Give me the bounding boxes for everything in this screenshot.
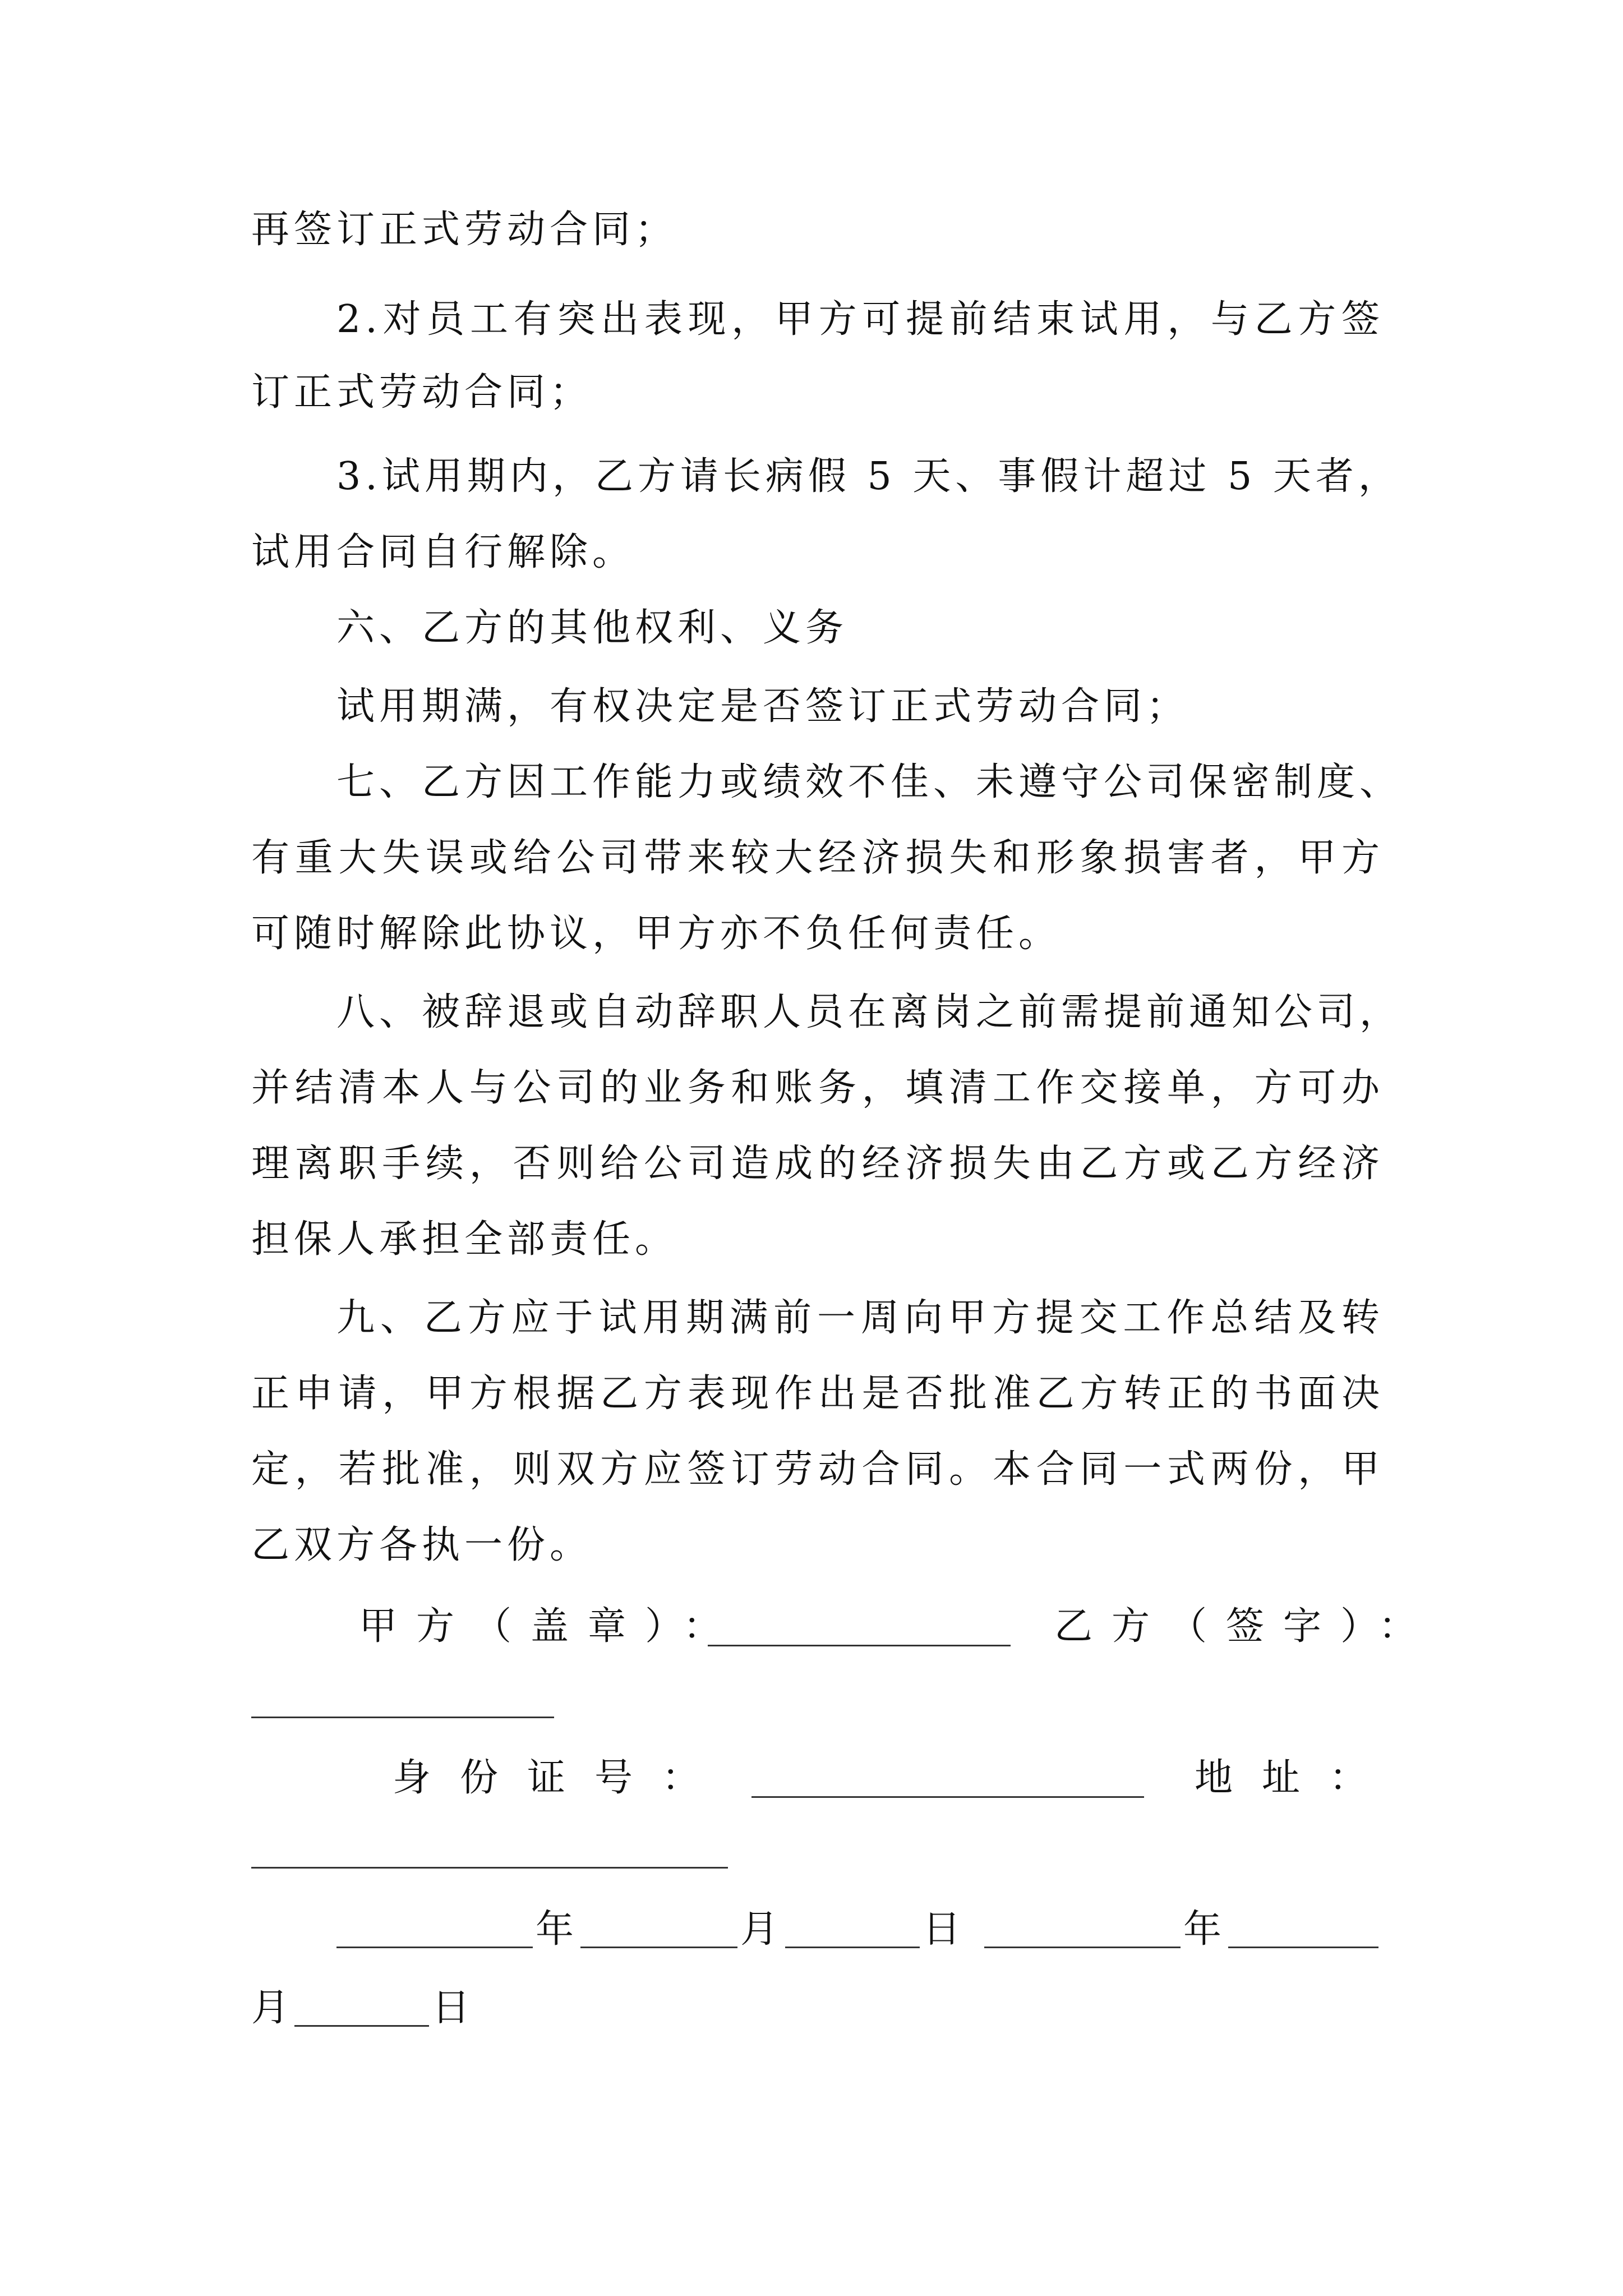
paragraph-line: 3.试用期内，乙方请长病假 5 天、事假计超过 5 天者， bbox=[336, 454, 1401, 499]
paragraph-line: 理离职手续，否则给公司造成的经济损失由乙方或乙方经济 bbox=[251, 1142, 1384, 1186]
party-a-blank[interactable] bbox=[708, 1645, 1011, 1646]
id-number-blank[interactable] bbox=[751, 1796, 1144, 1798]
paragraph-line: 订正式劳动合同； bbox=[251, 370, 593, 415]
address-blank[interactable] bbox=[251, 1867, 728, 1869]
party-b-blank[interactable] bbox=[251, 1717, 554, 1718]
party-a-month-blank[interactable] bbox=[580, 1947, 737, 1948]
paragraph-line: 正申请，甲方根据乙方表现作出是否批准乙方转正的书面决 bbox=[251, 1372, 1384, 1416]
paragraph-line: 八、被辞退或自动辞职人员在离岗之前需提前通知公司， bbox=[336, 990, 1403, 1034]
party-a-day-blank[interactable] bbox=[785, 1947, 920, 1948]
paragraph-line: 试用合同自行解除。 bbox=[251, 530, 635, 574]
paragraph-line: 乙双方各执一份。 bbox=[251, 1523, 593, 1567]
paragraph-line: 试用期满，有权决定是否签订正式劳动合同； bbox=[336, 684, 1189, 729]
address-label: 地址： bbox=[1195, 1756, 1397, 1800]
party-b-month-blank[interactable] bbox=[1228, 1947, 1378, 1948]
paragraph-line: 再签订正式劳动合同； bbox=[251, 208, 678, 252]
id-number-label: 身份证号： bbox=[393, 1756, 730, 1800]
section-heading: 六、乙方的其他权利、义务 bbox=[336, 606, 849, 650]
paragraph-line: 2.对员工有突出表现，甲方可提前结束试用，与乙方签 bbox=[336, 297, 1384, 342]
party-a-year-blank[interactable] bbox=[336, 1947, 533, 1948]
paragraph-line: 担保人承担全部责任。 bbox=[251, 1217, 678, 1262]
day-label: 日 bbox=[432, 1986, 471, 2030]
year-label: 年 bbox=[536, 1907, 574, 1952]
month-label: 月 bbox=[251, 1986, 290, 2030]
paragraph-line: 有重大失误或给公司带来较大经济损失和形象损害者，甲方 bbox=[251, 836, 1384, 880]
paragraph-line: 并结清本人与公司的业务和账务，填清工作交接单，方可办 bbox=[251, 1066, 1384, 1110]
day-label: 日 bbox=[923, 1907, 961, 1952]
party-b-year-blank[interactable] bbox=[984, 1947, 1181, 1948]
paragraph-line: 定，若批准，则双方应签订劳动合同。本合同一式两份，甲 bbox=[251, 1447, 1384, 1492]
paragraph-line: 九、乙方应于试用期满前一周向甲方提交工作总结及转 bbox=[336, 1296, 1384, 1340]
month-label: 月 bbox=[740, 1907, 779, 1952]
paragraph-line: 可随时解除此协议，甲方亦不负任何责任。 bbox=[251, 912, 1062, 956]
paragraph-line: 七、乙方因工作能力或绩效不佳、未遵守公司保密制度、 bbox=[336, 760, 1403, 804]
party-b-label: 乙方（签字）： bbox=[1054, 1604, 1436, 1649]
party-b-day-blank[interactable] bbox=[294, 2025, 429, 2027]
year-label: 年 bbox=[1183, 1907, 1222, 1952]
party-a-label: 甲方（盖章）： bbox=[359, 1604, 741, 1649]
